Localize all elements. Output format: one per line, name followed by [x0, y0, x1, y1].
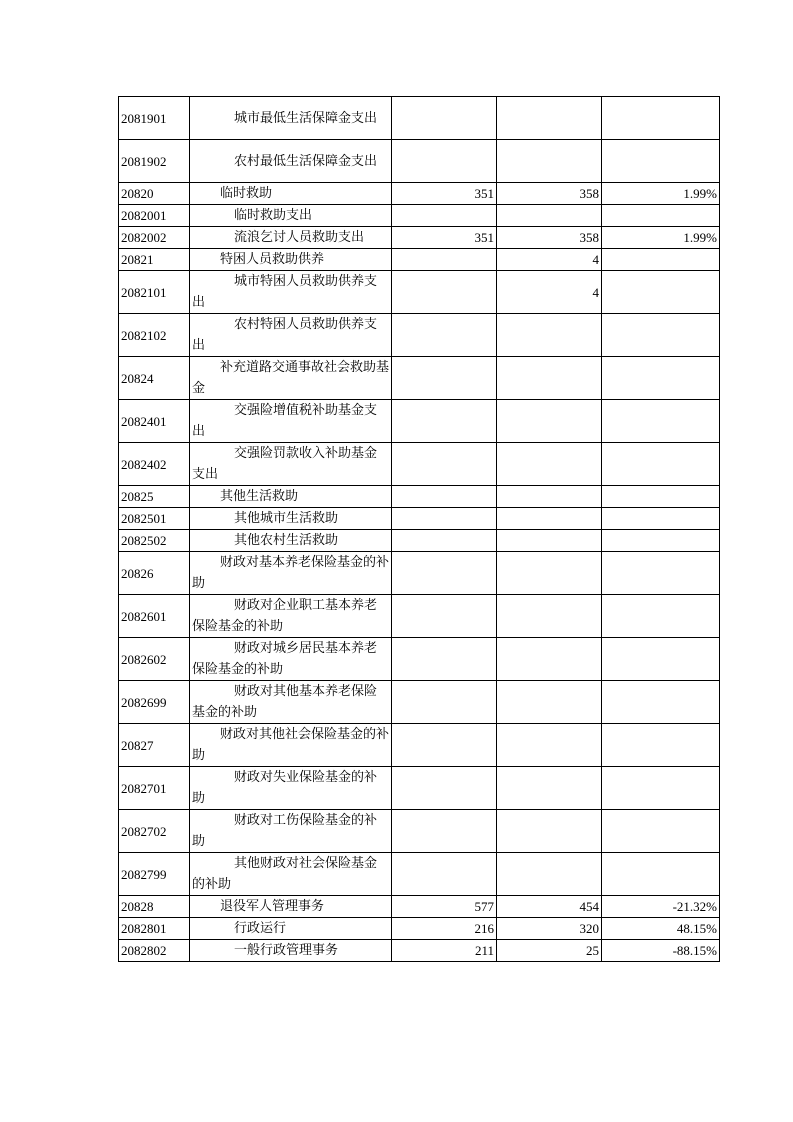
amount-prev: 351 [392, 183, 497, 205]
table-row [119, 853, 720, 896]
table-row [119, 183, 720, 205]
item-code: 2082501 [119, 508, 190, 530]
change-percent [602, 140, 720, 183]
change-percent [602, 314, 720, 357]
change-percent [602, 595, 720, 638]
change-percent [602, 853, 720, 896]
change-percent [602, 724, 720, 767]
amount-current: 358 [497, 227, 602, 249]
item-name: 财政对工伤保险基金的补助 [190, 810, 392, 853]
change-percent [602, 400, 720, 443]
budget-table-body [119, 97, 720, 962]
item-code: 2082702 [119, 810, 190, 853]
table-row [119, 271, 720, 314]
amount-prev [392, 486, 497, 508]
amount-prev [392, 724, 497, 767]
amount-current [497, 767, 602, 810]
item-code: 2082602 [119, 638, 190, 681]
budget-table [118, 96, 720, 962]
change-percent: -21.32% [602, 896, 720, 918]
table-row [119, 530, 720, 552]
amount-prev [392, 681, 497, 724]
change-percent [602, 530, 720, 552]
amount-prev: 211 [392, 940, 497, 962]
amount-current [497, 97, 602, 140]
table-row [119, 918, 720, 940]
table-row [119, 486, 720, 508]
item-code: 2082102 [119, 314, 190, 357]
amount-prev [392, 853, 497, 896]
amount-current [497, 724, 602, 767]
table-row [119, 595, 720, 638]
item-code: 2081901 [119, 97, 190, 140]
amount-prev [392, 530, 497, 552]
amount-prev [392, 271, 497, 314]
item-code: 2082799 [119, 853, 190, 896]
item-code: 2082802 [119, 940, 190, 962]
change-percent [602, 443, 720, 486]
table-row [119, 767, 720, 810]
item-code: 20825 [119, 486, 190, 508]
item-name: 其他生活救助 [190, 486, 392, 508]
amount-prev [392, 97, 497, 140]
amount-current [497, 853, 602, 896]
item-name: 交强险罚款收入补助基金支出 [190, 443, 392, 486]
item-name: 财政对其他基本养老保险基金的补助 [190, 681, 392, 724]
item-code: 2082101 [119, 271, 190, 314]
item-name: 财政对城乡居民基本养老保险基金的补助 [190, 638, 392, 681]
item-code: 20826 [119, 552, 190, 595]
amount-prev: 216 [392, 918, 497, 940]
item-name: 行政运行 [190, 918, 392, 940]
amount-current [497, 552, 602, 595]
item-name: 城市最低生活保障金支出 [190, 97, 392, 140]
amount-prev [392, 205, 497, 227]
item-code: 20821 [119, 249, 190, 271]
amount-prev [392, 595, 497, 638]
change-percent: 1.99% [602, 183, 720, 205]
item-name: 财政对基本养老保险基金的补助 [190, 552, 392, 595]
item-name: 农村特困人员救助供养支出 [190, 314, 392, 357]
change-percent: -88.15% [602, 940, 720, 962]
table-row [119, 940, 720, 962]
change-percent: 1.99% [602, 227, 720, 249]
item-code: 2082699 [119, 681, 190, 724]
item-name: 临时救助 [190, 183, 392, 205]
item-name: 其他城市生活救助 [190, 508, 392, 530]
amount-current [497, 810, 602, 853]
item-code: 2082801 [119, 918, 190, 940]
amount-current [497, 205, 602, 227]
item-code: 2082402 [119, 443, 190, 486]
item-name: 临时救助支出 [190, 205, 392, 227]
change-percent [602, 681, 720, 724]
amount-prev [392, 357, 497, 400]
item-code: 2082502 [119, 530, 190, 552]
table-row [119, 205, 720, 227]
amount-prev [392, 508, 497, 530]
item-code: 2081902 [119, 140, 190, 183]
item-code: 20820 [119, 183, 190, 205]
table-row [119, 227, 720, 249]
item-code: 20824 [119, 357, 190, 400]
change-percent [602, 508, 720, 530]
item-name: 城市特困人员救助供养支出 [190, 271, 392, 314]
item-name: 特困人员救助供养 [190, 249, 392, 271]
item-name: 财政对失业保险基金的补助 [190, 767, 392, 810]
amount-current: 25 [497, 940, 602, 962]
amount-prev: 577 [392, 896, 497, 918]
table-row [119, 400, 720, 443]
table-row [119, 681, 720, 724]
amount-current: 454 [497, 896, 602, 918]
table-row [119, 97, 720, 140]
table-row [119, 724, 720, 767]
amount-current [497, 530, 602, 552]
change-percent [602, 205, 720, 227]
table-row [119, 508, 720, 530]
item-code: 2082002 [119, 227, 190, 249]
amount-current: 358 [497, 183, 602, 205]
change-percent [602, 357, 720, 400]
table-row [119, 249, 720, 271]
amount-current: 4 [497, 249, 602, 271]
item-name: 流浪乞讨人员救助支出 [190, 227, 392, 249]
table-row [119, 552, 720, 595]
amount-prev [392, 552, 497, 595]
item-code: 20828 [119, 896, 190, 918]
table-row [119, 810, 720, 853]
table-row [119, 638, 720, 681]
change-percent [602, 552, 720, 595]
change-percent [602, 767, 720, 810]
item-name: 退役军人管理事务 [190, 896, 392, 918]
amount-current [497, 595, 602, 638]
item-code: 20827 [119, 724, 190, 767]
change-percent [602, 249, 720, 271]
item-name: 一般行政管理事务 [190, 940, 392, 962]
change-percent [602, 486, 720, 508]
item-code: 2082401 [119, 400, 190, 443]
amount-current [497, 400, 602, 443]
amount-prev [392, 638, 497, 681]
change-percent [602, 97, 720, 140]
change-percent [602, 271, 720, 314]
item-code: 2082601 [119, 595, 190, 638]
item-name: 其他财政对社会保险基金的补助 [190, 853, 392, 896]
table-row [119, 140, 720, 183]
amount-prev [392, 314, 497, 357]
item-name: 交强险增值税补助基金支出 [190, 400, 392, 443]
item-name: 其他农村生活救助 [190, 530, 392, 552]
amount-current [497, 357, 602, 400]
table-row [119, 314, 720, 357]
change-percent [602, 810, 720, 853]
amount-current [497, 638, 602, 681]
amount-prev [392, 140, 497, 183]
table-row [119, 443, 720, 486]
item-name: 财政对企业职工基本养老保险基金的补助 [190, 595, 392, 638]
amount-current: 4 [497, 271, 602, 314]
item-code: 2082701 [119, 767, 190, 810]
table-row [119, 357, 720, 400]
amount-current [497, 314, 602, 357]
amount-current [497, 486, 602, 508]
item-code: 2082001 [119, 205, 190, 227]
amount-current [497, 508, 602, 530]
amount-current [497, 681, 602, 724]
amount-prev [392, 443, 497, 486]
amount-prev [392, 249, 497, 271]
amount-prev [392, 767, 497, 810]
amount-current [497, 140, 602, 183]
change-percent: 48.15% [602, 918, 720, 940]
item-name: 财政对其他社会保险基金的补助 [190, 724, 392, 767]
change-percent [602, 638, 720, 681]
amount-current: 320 [497, 918, 602, 940]
amount-prev: 351 [392, 227, 497, 249]
item-name: 补充道路交通事故社会救助基金 [190, 357, 392, 400]
amount-prev [392, 810, 497, 853]
table-row [119, 896, 720, 918]
item-name: 农村最低生活保障金支出 [190, 140, 392, 183]
amount-current [497, 443, 602, 486]
amount-prev [392, 400, 497, 443]
